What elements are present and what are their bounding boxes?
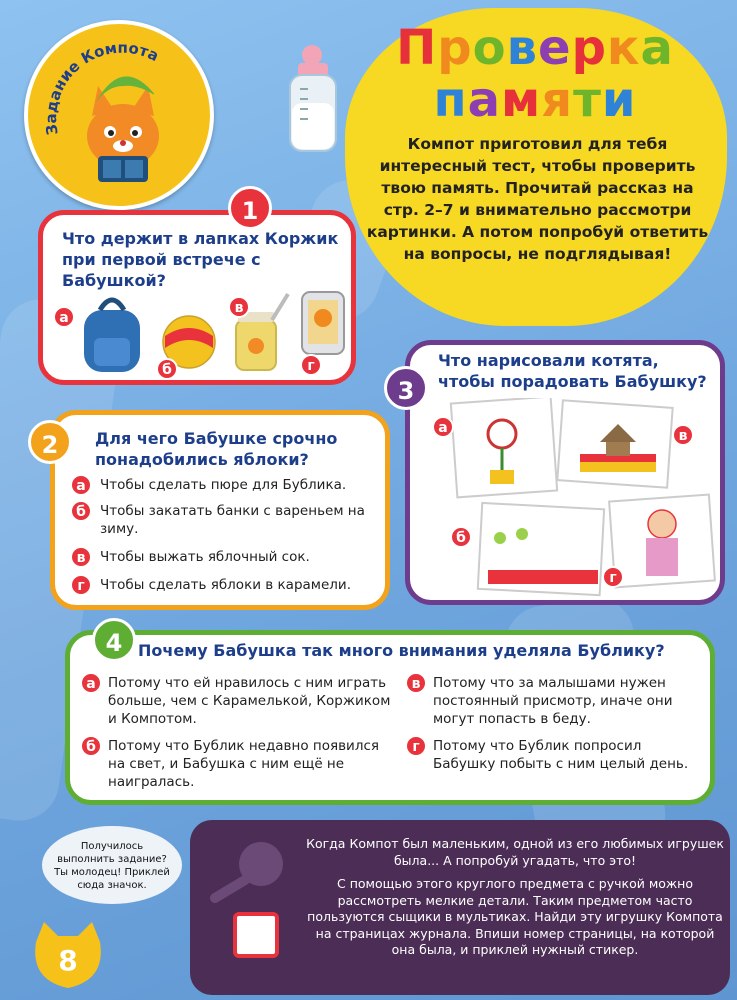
q4-option-b-text: Потому что Бублик недавно появился на свет, и Бабушка с ним ещё не наигралась. [108, 738, 379, 790]
q2-option-v-badge[interactable]: в [70, 546, 92, 568]
q2-option-b-text: Чтобы закатать банки с вареньем на зиму. [100, 503, 365, 537]
question-1-text: Что держит в лапках Коржик при первой встрече с Бабушкой? [62, 229, 339, 290]
baby-bottle-icon [280, 45, 350, 155]
question-4-text: Почему Бабушка так много внимания уделяла Бублику? [138, 641, 665, 660]
q4-option-g-text: Потому что Бублик попросил Бабушку побыть с ним целый день. [433, 738, 689, 772]
sticker-square[interactable] [233, 912, 279, 958]
title-line-1 [360, 22, 710, 74]
sticker-text: Получилось выполнить задание? Ты молодец! Приклей сюда значок. [54, 841, 170, 891]
q2-option-a-text: Чтобы сделать пюре для Бублика. [100, 477, 347, 493]
q1-option-v[interactable]: в [228, 296, 250, 318]
title-letter: к [606, 20, 641, 76]
q1-option-a[interactable]: а [53, 306, 75, 328]
q4-option-a-text: Потому что ей нравилось с ним играть больше, чем с Карамелькой, Коржиком и Компотом. [108, 675, 391, 727]
q3-option-a[interactable]: а [432, 416, 454, 438]
q2-option-a-badge[interactable]: а [70, 474, 92, 496]
title-letter: м [501, 72, 542, 128]
q3-option-b[interactable]: б [450, 526, 472, 548]
magnifying-glass-icon [205, 836, 295, 906]
title-letter: а [640, 20, 674, 76]
question-2-number: 2 [28, 420, 72, 464]
q1-option-g[interactable]: г [300, 354, 322, 376]
title-line-2 [360, 74, 710, 126]
title-letter: П [396, 20, 438, 76]
title-letter: е [538, 20, 572, 76]
question-3-number: 3 [384, 366, 428, 410]
q4-option-a-badge[interactable]: а [80, 672, 102, 694]
q4-option-v-text: Потому что за малышами нужен постоянный присмотр, иначе они могут попасть в беду. [433, 675, 673, 727]
bonus-paragraph-2: С помощью этого круглого предмета с ручкой можно рассмотреть мелкие детали. Таким предметом часто пользуются сыщики в мультиках. Найди эту игрушку Компота на страницах журнала. Впиши номер страницы, на которой она была, и приклей нужный стикер. [307, 876, 723, 957]
q4-option-v-badge[interactable]: в [405, 672, 427, 694]
task-badge [24, 20, 214, 210]
bonus-paragraph-1: Когда Компот был маленьким, одной из его любимых игрушек была... А попробуй угадать, что это! [306, 836, 724, 868]
title-letter: и [601, 72, 637, 128]
q2-option-g-text: Чтобы сделать яблоки в карамели. [100, 577, 351, 593]
drawing-grandma-icon [609, 495, 715, 588]
q2-option-g-badge[interactable]: г [70, 574, 92, 596]
q4-option-b-badge[interactable]: б [80, 735, 102, 757]
drawing-flower-icon [451, 398, 557, 497]
page-title [360, 22, 710, 126]
title-letter: т [573, 72, 602, 128]
title-letter: в [506, 20, 538, 76]
title-letter: а [467, 72, 502, 128]
q1-option-b[interactable]: б [156, 358, 178, 380]
page-number: 8 [58, 944, 78, 977]
title-letter: о [472, 20, 507, 76]
title-letter: р [437, 20, 473, 76]
q2-option-b-badge[interactable]: б [70, 500, 92, 522]
question-2-text: Для чего Бабушке срочно понадобились яблоки? [95, 429, 338, 469]
title-letter: р [571, 20, 607, 76]
q3-option-v[interactable]: в [672, 424, 694, 446]
q4-option-g-badge[interactable]: г [405, 735, 427, 757]
drawing-landscape-icon [478, 503, 604, 595]
phone-icon [302, 292, 344, 354]
cat-kompot-icon [87, 76, 166, 182]
backpack-icon [84, 300, 140, 372]
question-1-number: 1 [228, 186, 272, 230]
question-3-text: Что нарисовали котята, чтобы порадовать Бабушку? [438, 351, 707, 391]
question-4-number: 4 [92, 618, 136, 662]
q2-option-v-text: Чтобы выжать яблочный сок. [100, 549, 310, 565]
badge-text: Задание Компота [42, 38, 162, 137]
drawing-house-icon [557, 400, 672, 487]
title-letter: я [541, 72, 574, 128]
title-letter: п [433, 72, 468, 128]
intro-text: Компот приготовил для тебя интересный тест, чтобы проверить твою память. Прочитай рассказ на стр. 2–7 и внимательно рассмотри картинки. А потом попробуй ответить на вопросы, не подглядывая! [366, 135, 709, 263]
q3-option-g[interactable]: г [602, 566, 624, 588]
